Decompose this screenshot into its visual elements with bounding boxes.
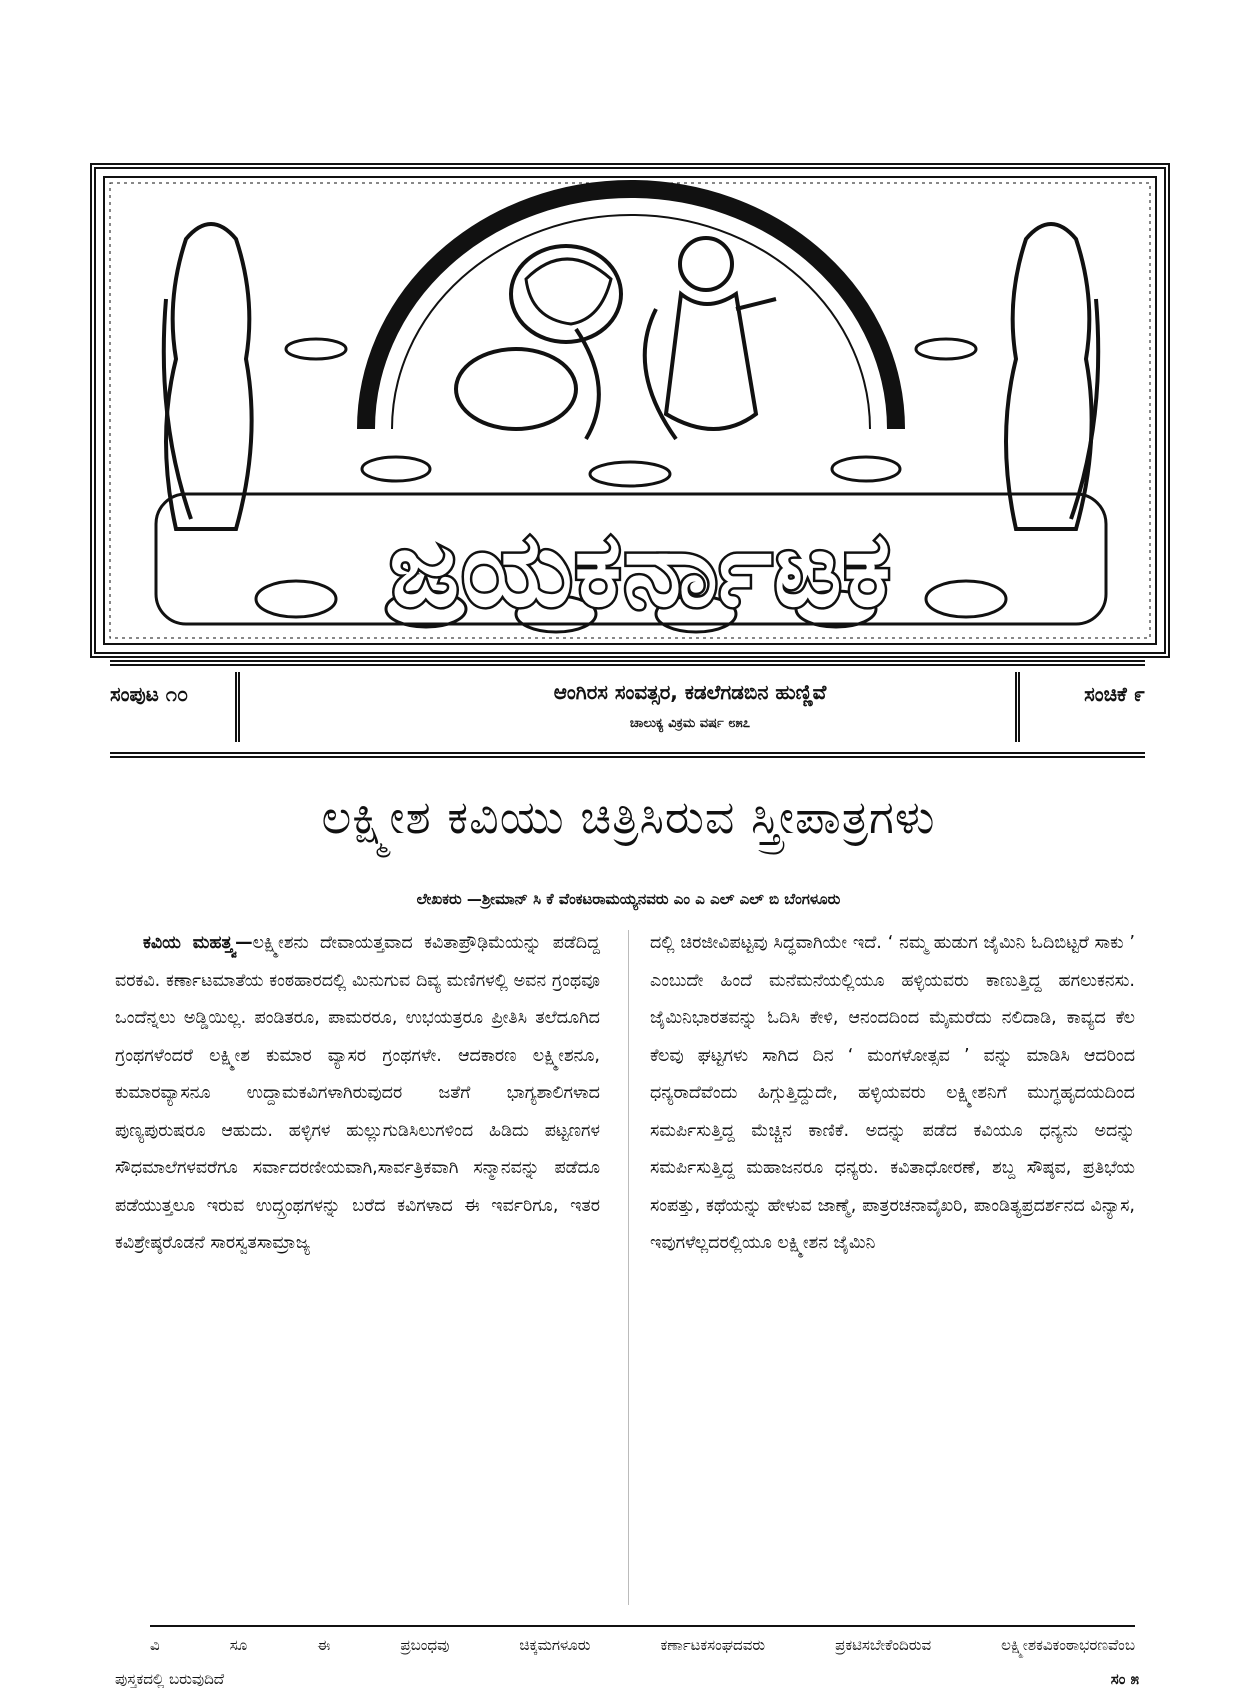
volume-number: ಸಂಪುಟ ೧೦ — [110, 682, 189, 706]
issue-separator-left — [235, 672, 240, 742]
footnote-line-2: ಪುಸ್ತಕದಲ್ಲಿ ಬರುವುದಿದೆ — [115, 1670, 225, 1688]
footnote-line-1: ವಿ ಸೂ ಈ ಪ್ರಬಂಧವು ಚಿಕ್ಕಮಗಳೂರು ಕರ್ಣಾಟಕಸಂಘದವರು ಪ್ರಕಟಿಸಬೇಕೆಂದಿರುವ ಲಕ್ಷ್ಮೀಶಕವಿಕಂಠಾಭರಣವೆಂಬ — [150, 1636, 1135, 1654]
issue-rule-top — [110, 660, 1145, 666]
article-title: ಲಕ್ಷ್ಮೀಶ ಕವಿಯು ಚಿತ್ರಿಸಿರುವ ಸ್ತ್ರೀಪಾತ್ರಗಳು — [321, 790, 936, 844]
masthead — [90, 163, 1170, 658]
article-column-right — [650, 925, 1135, 1263]
column-left-text: ಲಕ್ಷ್ಮೀಶನು ದೇವಾಯತ್ತವಾದ ಕವಿತಾಪ್ರೌಢಿಮೆಯನ್ನು ಪಡೆದಿದ್ದ ವರಕವಿ. ಕರ್ಣಾಟಮಾತೆಯ ಕಂಠಹಾರದಲ್ಲಿ ಮಿನುಗುವ ದಿವ್ಯ ಮಣಿಗಳಲ್ಲಿ ಅವನ ಗ್ರಂಥವೂ ಒಂದೆನ್ನಲು ಅಡ್ಡಿಯಿಲ್ಲ. ಪಂಡಿತರೂ, ಪಾಮರರೂ, ಉಭಯತ್ರರೂ ಪ್ರೀತಿಸಿ ತಲೆದೂಗಿದ ಗ್ರಂಥಗಳೆಂದರೆ ಲಕ್ಷ್ಮೀಶ ಕುಮಾರ ವ್ಯಾಸರ ಗ್ರಂಥಗಳೇ. ಆದಕಾರಣ ಲಕ್ಷ್ಮೀಶನೂ, ಕುಮಾರವ್ಯಾಸನೂ ಉದ್ದಾಮಕವಿಗಳಾಗಿರುವುದರ ಜತೆಗೆ ಭಾಗ್ಯಶಾಲಿಗಳಾದ ಪುಣ್ಯಪುರುಷರೂ ಆಹುದು. ಹಳ್ಳಿಗಳ ಹುಲ್ಲುಗುಡಿಸಿಲುಗಳಿಂದ ಹಿಡಿದು ಪಟ್ಟಣಗಳ ಸೌಧಮಾಲೆಗಳವರೆಗೂ ಸರ್ವಾದರಣೀಯವಾಗಿ,ಸಾರ್ವತ್ರಿಕವಾಗಿ ಸನ್ಮಾನವನ್ನು ಪಡೆದೂ ಪಡೆಯುತ್ತಲೂ ಇರುವ ಉದ್ಗ್ರಂಥಗಳನ್ನು ಬರೆದ ಕವಿಗಳಾದ ಈ ಇರ್ವರಿಗೂ, ಇತರ ಕವಿಶ್ರೇಷ್ಠರೊಡನೆ ಸಾರಸ್ವತಸಾಮ್ರಾಜ್ಯ — [115, 933, 600, 1253]
section-heading: ಕವಿಯ ಮಹತ್ತ್ವ— — [143, 933, 253, 953]
issue-number: ಸಂಚಿಕೆ ೯ — [1084, 682, 1145, 706]
footnote-rule — [150, 1625, 1135, 1627]
column-right-text: ದಲ್ಲಿ ಚಿರಜೀವಿಪಟ್ಟವು ಸಿದ್ಧವಾಗಿಯೇ ಇದೆ. ‘ ನಮ್ಮ ಹುಡುಗ ಜೈಮಿನಿ ಓದಿಬಿಟ್ಟರೆ ಸಾಕು ’ ಎಂಬುದೇ ಹಿಂದೆ ಮನೆಮನೆಯಲ್ಲಿಯೂ ಹಳ್ಳಿಯವರು ಕಾಣುತ್ತಿದ್ದ ಹಗಲುಕನಸು. ಜೈಮಿನಿಭಾರತವನ್ನು ಓದಿಸಿ ಕೇಳಿ, ಆನಂದದಿಂದ ಮೈಮರೆದು ನಲಿದಾಡಿ, ಕಾವ್ಯದ ಕೆಲ ಕೆಲವು ಘಟ್ಟಗಳು ಸಾಗಿದ ದಿನ ‘ ಮಂಗಳೋತ್ಸವ ’ ವನ್ನು ಮಾಡಿಸಿ ಆದರಿಂದ ಧನ್ಯರಾದೆವೆಂದು ಹಿಗ್ಗುತ್ತಿದ್ದುದೇ, ಹಳ್ಳಿಯವರು ಲಕ್ಷ್ಮೀಶನಿಗೆ ಮುಗ್ಧಹೃದಯದಿಂದ ಸಮರ್ಪಿಸುತ್ತಿದ್ದ ಮೆಚ್ಚಿನ ಕಾಣಿಕೆ. ಅದನ್ನು ಪಡೆದ ಕವಿಯೂ ಧನ್ಯನು ಅದನ್ನು ಸಮರ್ಪಿಸುತ್ತಿದ್ದ ಮಹಾಜನರೂ ಧನ್ಯರು. ಕವಿತಾಧೋರಣೆ, ಶಬ್ದ ಸೌಷ್ಠವ, ಪ್ರತಿಭೆಯ ಸಂಪತ್ತು, ಕಥೆಯನ್ನು ಹೇಳುವ ಜಾಣ್ಮೆ, ಪಾತ್ರರಚನಾವೈಖರಿ, ಪಾಂಡಿತ್ಯಪ್ರದರ್ಶನದ ವಿನ್ಯಾಸ, ಇವುಗಳೆಲ್ಲದರಲ್ಲಿಯೂ ಲಕ್ಷ್ಮೀಶನ ಜೈಮಿನಿ — [650, 933, 1135, 1253]
article-column-left — [115, 925, 600, 1263]
issue-date-line: ಆಂಗಿರಸ ಸಂವತ್ಸರ, ಕಡಲೆಗಡಬಿನ ಹುಣ್ಣಿವೆ — [553, 680, 827, 704]
article-byline: ಲೇಖಕರು —ಶ್ರೀಮಾನ್ ಸಿ ಕೆ ವೆಂಕಟರಾಮಯ್ಯನವರು ಎಂ ಎ ಎಲ್ ಎಲ್ ಬಿ ಬೆಂಗಳೂರು — [416, 890, 841, 908]
issue-era-line: ಚಾಲುಕ್ಯ ವಿಕ್ರಮ ವರ್ಷ ೮೫೭ — [629, 716, 751, 731]
page-marker: ಸಂ ೫ — [1110, 1670, 1139, 1688]
issue-rule-bottom — [110, 752, 1145, 758]
issue-bar — [110, 660, 1145, 760]
column-divider — [628, 930, 629, 1605]
masthead-title: ಜಯಕರ್ನಾಟಕ — [389, 507, 893, 630]
